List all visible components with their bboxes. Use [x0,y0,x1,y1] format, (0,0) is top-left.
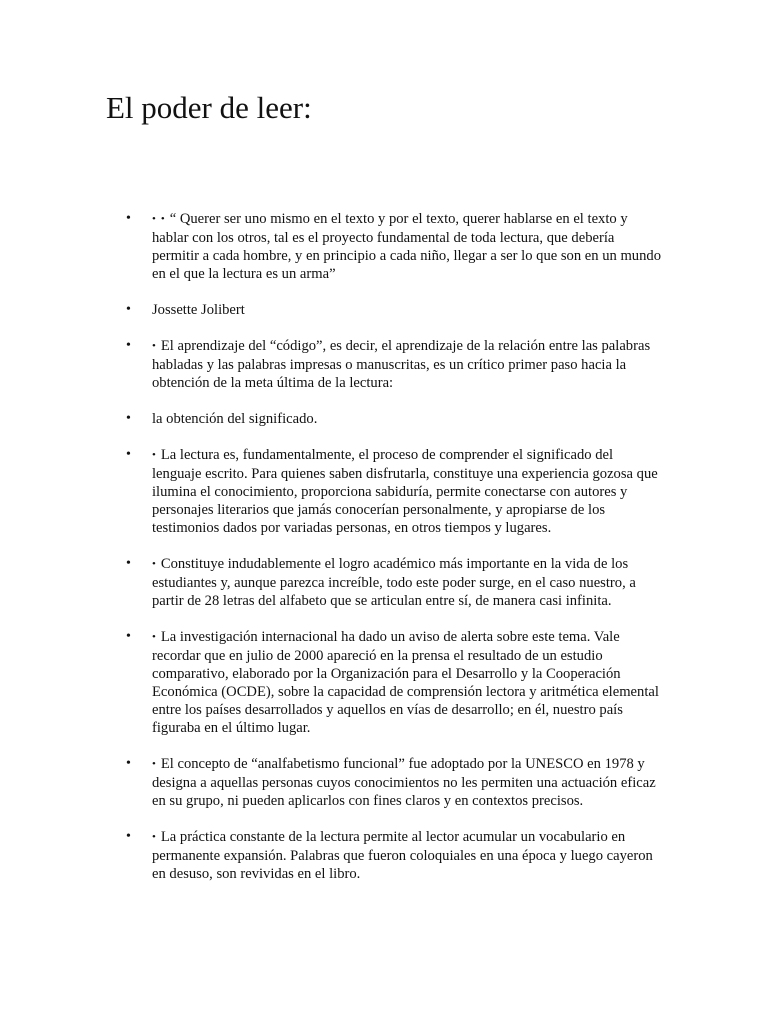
bullet-icon: • [126,302,131,317]
inner-bullet-icon: • [152,340,156,352]
inner-bullet-icon: • [152,558,156,570]
list-item-text: la obtención del significado. [152,411,318,427]
bullet-icon: • [126,629,131,644]
bullet-icon: • [126,447,131,462]
document-title: El poder de leer: [106,90,312,125]
bullet-icon: • [126,338,131,353]
list-item-text: La investigación internacional ha dado un aviso de alerta sobre este tema. Vale recordar que en julio de 2000 apareció en la prensa el resultado de un estudio comparativo, elaborado por la Organización para el Desarrollo y la Cooperación Económica (OCDE), sobre la capacidad de comprensión lectora y aritmética elemental entre los países desarrollados y aquellos en vías de desarrollo; en él, nuestro país figuraba en el último lugar. [152,629,659,736]
bullet-icon: • [126,756,131,771]
list-item-text: Constituye indudablemente el logro académico más importante en la vida de los estudiantes y, aunque parezca increíble, todo este poder surge, en el caso nuestro, a partir de 28 letras del alfabeto que se articulan entre sí, de manera casi infinita. [152,556,636,609]
list-item-text: La práctica constante de la lectura permite al lector acumular un vocabulario en permanente expansión. Palabras que fueron coloquiales en una época y luego cayeron en desuso, son revividas en el libro. [152,829,653,882]
list-item-text: El aprendizaje del “código”, es decir, el aprendizaje de la relación entre las palabras habladas y las palabras impresas o manuscritas, es un crítico primer paso hacia la obtención de la meta última de la lectura: [152,338,651,391]
list-item-text: El concepto de “analfabetismo funcional” fue adoptado por la UNESCO en 1978 y designa a aquellas personas cuyos conocimientos no les permiten una actuación eficaz en su grupo, ni pueden aplicarlos con fines claros y en contextos precisos. [152,756,656,809]
list-item-text: La lectura es, fundamentalmente, el proceso de comprender el significado del lenguaje escrito. Para quienes saben disfrutarla, constituye una experiencia gozosa que ilumina el conocimiento, proporciona sabiduría, permite conectarse con autores y personajes literarios que jamás conocerían personalmente, y apropiarse de los testimonios dados por variadas personas, en otros tiempos y lugares. [152,447,658,536]
list-item [0,446,768,537]
list-item [0,555,768,610]
list-item [0,755,768,810]
bullet-icon: • [126,829,131,844]
list-item [0,301,768,319]
list-item-text: “ Querer ser uno mismo en el texto y por el texto, querer hablarse en el texto y hablar con los otros, tal es el proyecto fundamental de toda lectura, que debería permitir a cada hombre, y en principio a cada niño, llegar a ser lo que son en un mundo en el que la lectura es un arma” [152,211,661,282]
inner-bullet-icon: • [152,631,156,643]
list-item-text: Jossette Jolibert [152,302,245,318]
inner-bullet-icon: • [152,449,156,461]
list-item [0,210,768,283]
inner-bullet-icon: • [152,213,156,225]
inner-bullet-icon: • [160,213,165,225]
inner-bullet-icon: • [152,831,156,843]
list-item [0,828,768,883]
list-item [0,337,768,392]
list-item [0,628,768,737]
bullet-icon: • [126,411,131,426]
bullet-list [0,210,768,901]
bullet-icon: • [126,211,131,226]
list-item [0,410,768,428]
inner-bullet-icon: • [152,758,156,770]
bullet-icon: • [126,556,131,571]
